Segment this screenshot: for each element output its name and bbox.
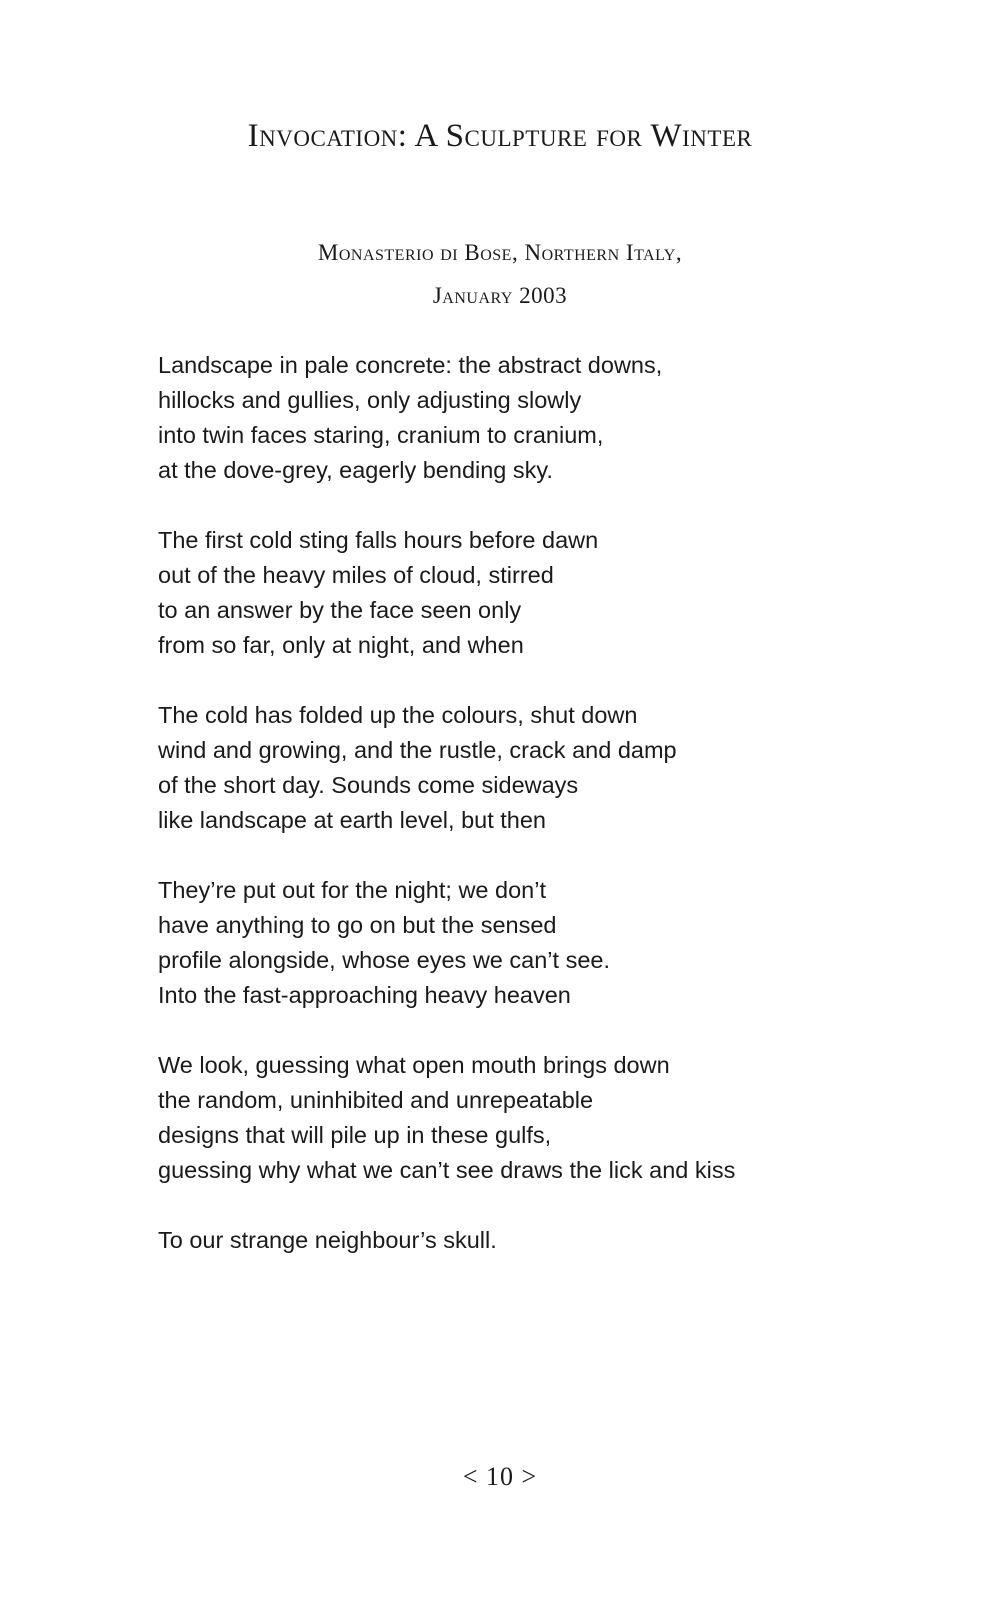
poem-line: profile alongside, whose eyes we can’t see. [158,947,610,973]
poem-line: designs that will pile up in these gulfs, [158,1122,552,1148]
page-number: < 10 > [462,1462,538,1491]
stanza [158,1223,958,1258]
poem-line: To our strange neighbour’s skull. [158,1227,497,1253]
poem-line: The first cold sting falls hours before dawn [158,527,599,553]
stanza [158,873,958,1013]
poem-title: Invocation: A Sculpture for Winter [247,118,753,154]
stanza [158,348,958,488]
poem-line: The cold has folded up the colours, shut down [158,702,638,728]
poem-line: the random, uninhibited and unrepeatable [158,1087,594,1113]
poem-line: of the short day. Sounds come sideways [158,772,579,798]
poem-subtitle-place: Monasterio di Bose, Northern Italy, [317,240,683,265]
poem-line: wind and growing, and the rustle, crack and damp [158,737,677,763]
poem-line: Into the fast-approaching heavy heaven [158,982,571,1008]
poem-line: into twin faces staring, cranium to cranium, [158,422,604,448]
poem-line: Landscape in pale concrete: the abstract downs, [158,352,663,378]
poem-line: They’re put out for the night; we don’t [158,877,546,903]
poem-line: at the dove-grey, eagerly bending sky. [158,457,553,483]
poem-subtitle-date: January 2003 [432,283,568,308]
poem-body [158,348,958,1293]
poem-line: guessing why what we can’t see draws the lick and kiss [158,1157,736,1183]
poem-line: like landscape at earth level, but then [158,807,547,833]
poem-line: to an answer by the face seen only [158,597,522,623]
poem-line: have anything to go on but the sensed [158,912,557,938]
stanza [158,1048,958,1188]
stanza [158,698,958,838]
poem-line: hillocks and gullies, only adjusting slowly [158,387,582,413]
poem-line: from so far, only at night, and when [158,632,524,658]
stanza [158,523,958,663]
poem-line: out of the heavy miles of cloud, stirred [158,562,554,588]
poem-line: We look, guessing what open mouth brings down [158,1052,670,1078]
